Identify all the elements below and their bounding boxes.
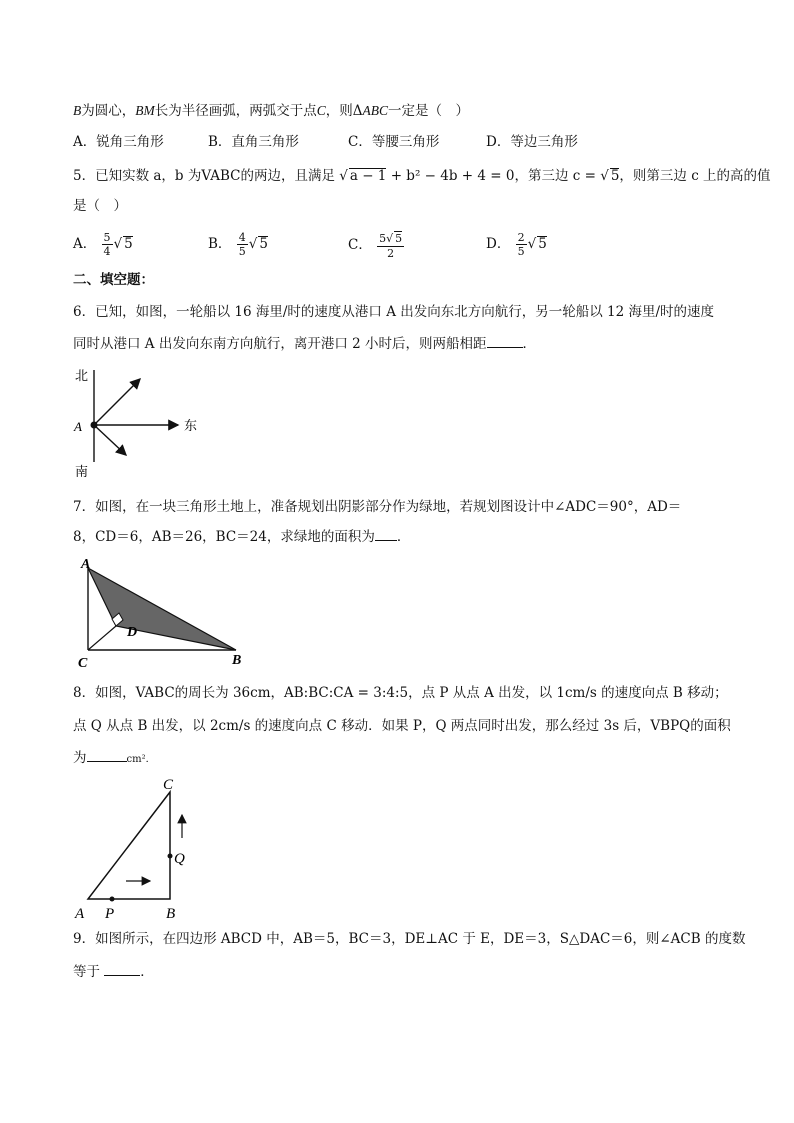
q5-stem: 5．已知实数 a，b 为VABC的两边，且满足 √ a − 1 + b² − 4b + 4 = 0，第三边 c = √ 5，则第三边 c 上的高的值 xyxy=(73,168,771,184)
q7-triangle-figure xyxy=(72,556,257,671)
q6-answer-blank[interactable] xyxy=(487,347,523,348)
q6-stem-line1: 6．已知，如图，一轮船以 16 海里/时的速度从港口 A 出发向东北方向航行，另一轮船以 12 海里/时的速度 xyxy=(73,304,715,320)
q4-option-b: B．直角三角形 xyxy=(208,134,299,150)
label-c: C xyxy=(78,656,88,671)
label-a: A xyxy=(75,906,85,922)
northeast-arrow xyxy=(94,379,140,425)
q5-c-radicand: 5 xyxy=(610,168,620,184)
label-a: A xyxy=(81,557,91,572)
q7-stem-line2: 8，CD＝6，AB＝26，BC＝24，求绿地的面积为 ． xyxy=(73,529,411,545)
q5-radicand: a − 1 xyxy=(349,168,387,184)
north-label: 北 xyxy=(75,368,89,383)
q5-option-b: B． $\frac{4}{5}$ √ 5 xyxy=(208,231,268,258)
label-b: B xyxy=(232,653,242,668)
q7-stem-line1: 7．如图，在一块三角形土地上，准备规划出阴影部分作为绿地，若规划图设计中∠ADC＝90°，AD＝ xyxy=(73,499,682,515)
triangle-abc xyxy=(88,792,170,899)
east-label: 东 xyxy=(184,418,198,433)
q6-stem-line2: 同时从港口 A 出发向东南方向航行，离开港口 2 小时后，则两船相距 ． xyxy=(73,336,537,352)
label-b: B xyxy=(166,906,176,922)
section-heading-fill-in: 二、填空题： xyxy=(73,272,154,288)
southeast-arrow xyxy=(94,425,126,455)
q8-stem-line2: 点 Q 从点 B 出发，以 2cm/s 的速度向点 C 移动．如果 P，Q 两点同时出发，那么经过 3s 后，VBPQ的面积 xyxy=(73,718,731,734)
label-q: Q xyxy=(174,851,185,867)
q5-option-c: C． $\frac{5√ 5}{2}$ xyxy=(348,232,403,260)
q5-option-a: A． $\frac{5}{4}$ √ 5 xyxy=(73,231,133,258)
point-q xyxy=(168,854,173,859)
q8-stem-line1: 8．如图，VABC的周长为 36cm，AB:BC:CA = 3:4:5，点 P 从点 A 出发，以 1cm/s 的速度向点 B 移动； xyxy=(73,685,728,701)
segment-cd xyxy=(88,626,116,650)
point-p xyxy=(110,897,115,902)
q8-answer-blank[interactable] xyxy=(87,761,127,762)
q6-direction-figure xyxy=(70,362,210,482)
label-d: D xyxy=(127,625,138,640)
q4-option-c: C．等腰三角形 xyxy=(348,134,440,150)
q9-stem-line2: 等于 ． xyxy=(73,964,154,980)
origin-label: A xyxy=(74,419,82,434)
q7-answer-blank[interactable] xyxy=(375,540,397,541)
shaded-region xyxy=(88,568,236,650)
port-a-point xyxy=(91,422,98,429)
q9-answer-blank[interactable] xyxy=(104,975,140,976)
q5-stem-line2: 是（ ） xyxy=(73,198,127,214)
q9-stem-line1: 9．如图所示，在四边形 ABCD 中，AB＝5，BC＝3，DE⊥AC 于 E，DE＝3，S△DAC＝6，则∠ACB 的度数 xyxy=(73,931,746,947)
south-label: 南 xyxy=(75,464,89,479)
q4-option-a: A．锐角三角形 xyxy=(73,134,164,150)
q5-option-d: D． $\frac{2}{5}$ √ 5 xyxy=(486,231,547,258)
label-c: C xyxy=(163,777,174,793)
q8-triangle-figure xyxy=(70,772,200,924)
q4-continuation: B为圆心，BM长为半径画弧，两弧交于点C，则ΔABC一定是（ ） xyxy=(73,103,470,119)
label-p: P xyxy=(105,906,115,922)
q4-option-d: D．等边三角形 xyxy=(486,134,578,150)
q8-stem-line3: 为 cm²． xyxy=(73,750,156,766)
